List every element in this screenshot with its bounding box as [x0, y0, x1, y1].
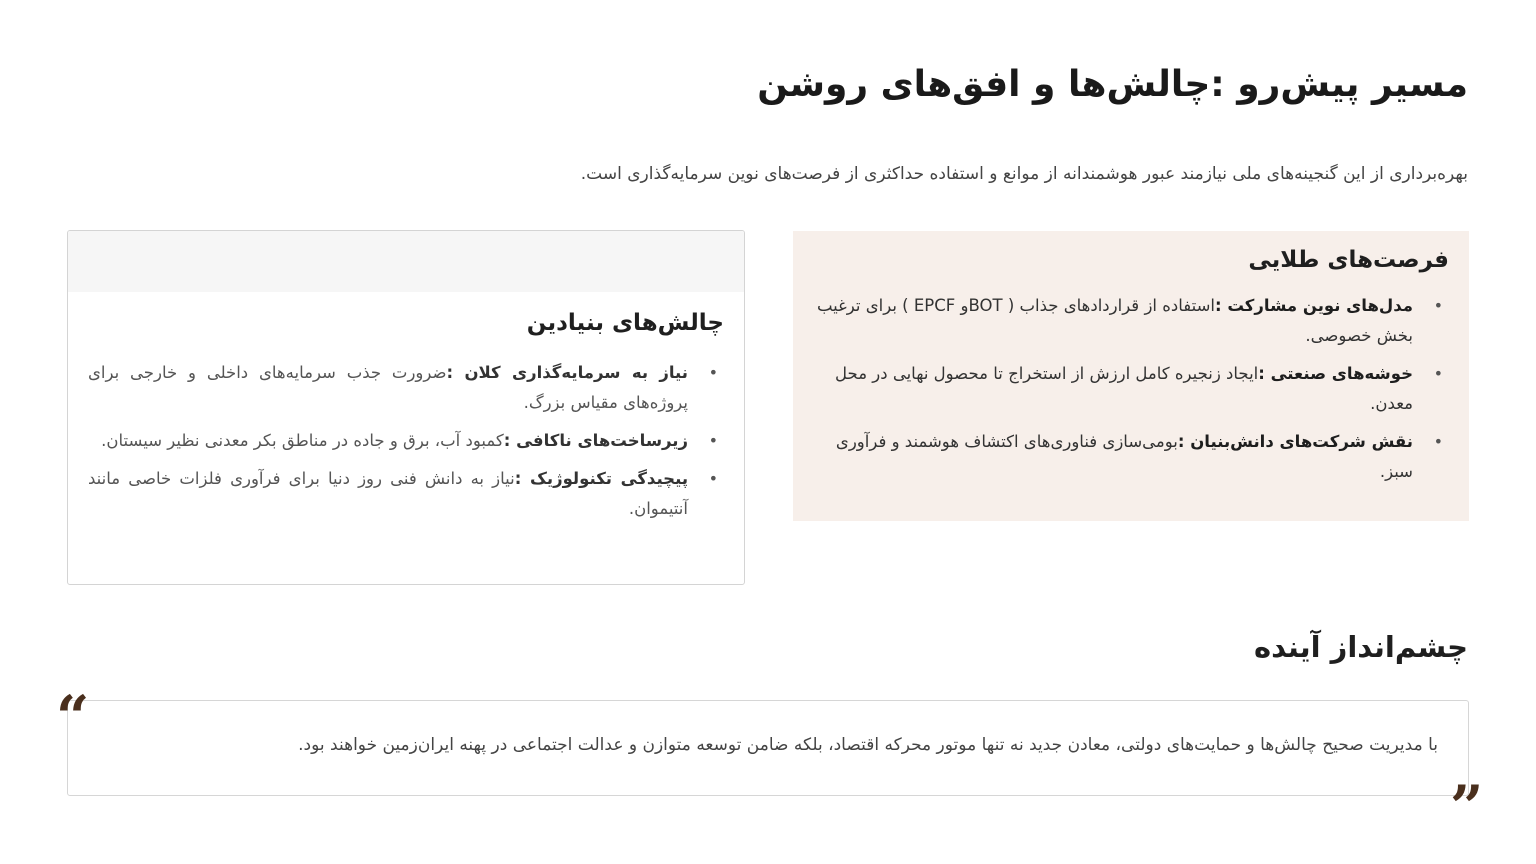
vision-quote-text: با مدیریت صحیح چالش‌ها و حمایت‌های دولتی، معادن جدید نه تنها موتور محرکه اقتصاد، بلکه ضامن توسعه متوازن و عدالت اجتماعی در پهنه ایران‌زمین خواهند بود.: [298, 735, 1438, 755]
bullet-icon: •: [708, 363, 718, 382]
item-term: پیچیدگی تکنولوژیک :: [514, 469, 689, 488]
item-text: نیاز به دانش فنی روز دنیا برای فرآوری فلزات خاصی مانند آنتیموان.: [88, 469, 688, 518]
opportunities-list: [813, 291, 1449, 487]
item-text: ایجاد زنجیره کامل ارزش از استخراج تا محصول نهایی در محل معدن.: [835, 364, 1413, 413]
page-title: مسیر پیش‌رو :چالش‌ها و افق‌های روشن: [757, 64, 1468, 105]
list-item: [88, 358, 724, 418]
list-item: [813, 291, 1449, 351]
item-term: زیرساخت‌های ناکافی :: [503, 431, 688, 450]
item-text: استفاده از قراردادهای جذاب ( BOTو EPCF ) برای ترغیب بخش خصوصی.: [816, 296, 1413, 345]
vision-title: چشم‌انداز آینده: [1253, 630, 1468, 664]
vision-quote-box: [67, 700, 1469, 796]
open-quote-icon: “: [56, 683, 90, 751]
bullet-icon: •: [708, 469, 718, 488]
list-item: [88, 426, 724, 456]
bullet-icon: •: [1433, 364, 1443, 383]
item-text: بومی‌سازی فناوری‌های اکتشاف هوشمند و فرآوری سبز.: [835, 432, 1413, 481]
challenges-title: چالش‌های بنیادین: [526, 310, 724, 336]
intro-paragraph: بهره‌برداری از این گنجینه‌های ملی نیازمند عبور هوشمندانه از موانع و استفاده حداکثری از فرصت‌های نوین سرمایه‌گذاری است.: [580, 164, 1468, 184]
item-text: ضرورت جذب سرمایه‌های داخلی و خارجی برای پروژه‌های مقیاس بزرگ.: [88, 363, 688, 412]
opportunities-card: [793, 231, 1469, 521]
opportunities-title: فرصت‌های طلایی: [1248, 247, 1449, 273]
item-term: نیاز به سرمایه‌گذاری کلان :: [446, 363, 688, 382]
item-term: خوشه‌های صنعتی :: [1258, 364, 1413, 383]
item-term: نقش شرکت‌های دانش‌بنیان :: [1177, 432, 1413, 451]
close-quote-icon: ”: [1450, 773, 1484, 841]
challenges-card: [67, 230, 745, 585]
challenges-card-body: [68, 292, 744, 524]
list-item: [813, 359, 1449, 419]
challenges-card-header: [68, 231, 744, 292]
item-text: کمبود آب، برق و جاده در مناطق بکر معدنی نظیر سیستان.: [101, 431, 504, 450]
list-item: [813, 427, 1449, 487]
bullet-icon: •: [708, 431, 718, 450]
list-item: [88, 464, 724, 524]
bullet-icon: •: [1433, 296, 1443, 315]
challenges-list: [88, 358, 724, 524]
bullet-icon: •: [1433, 432, 1443, 451]
item-term: مدل‌های نوین مشارکت :: [1215, 296, 1413, 315]
